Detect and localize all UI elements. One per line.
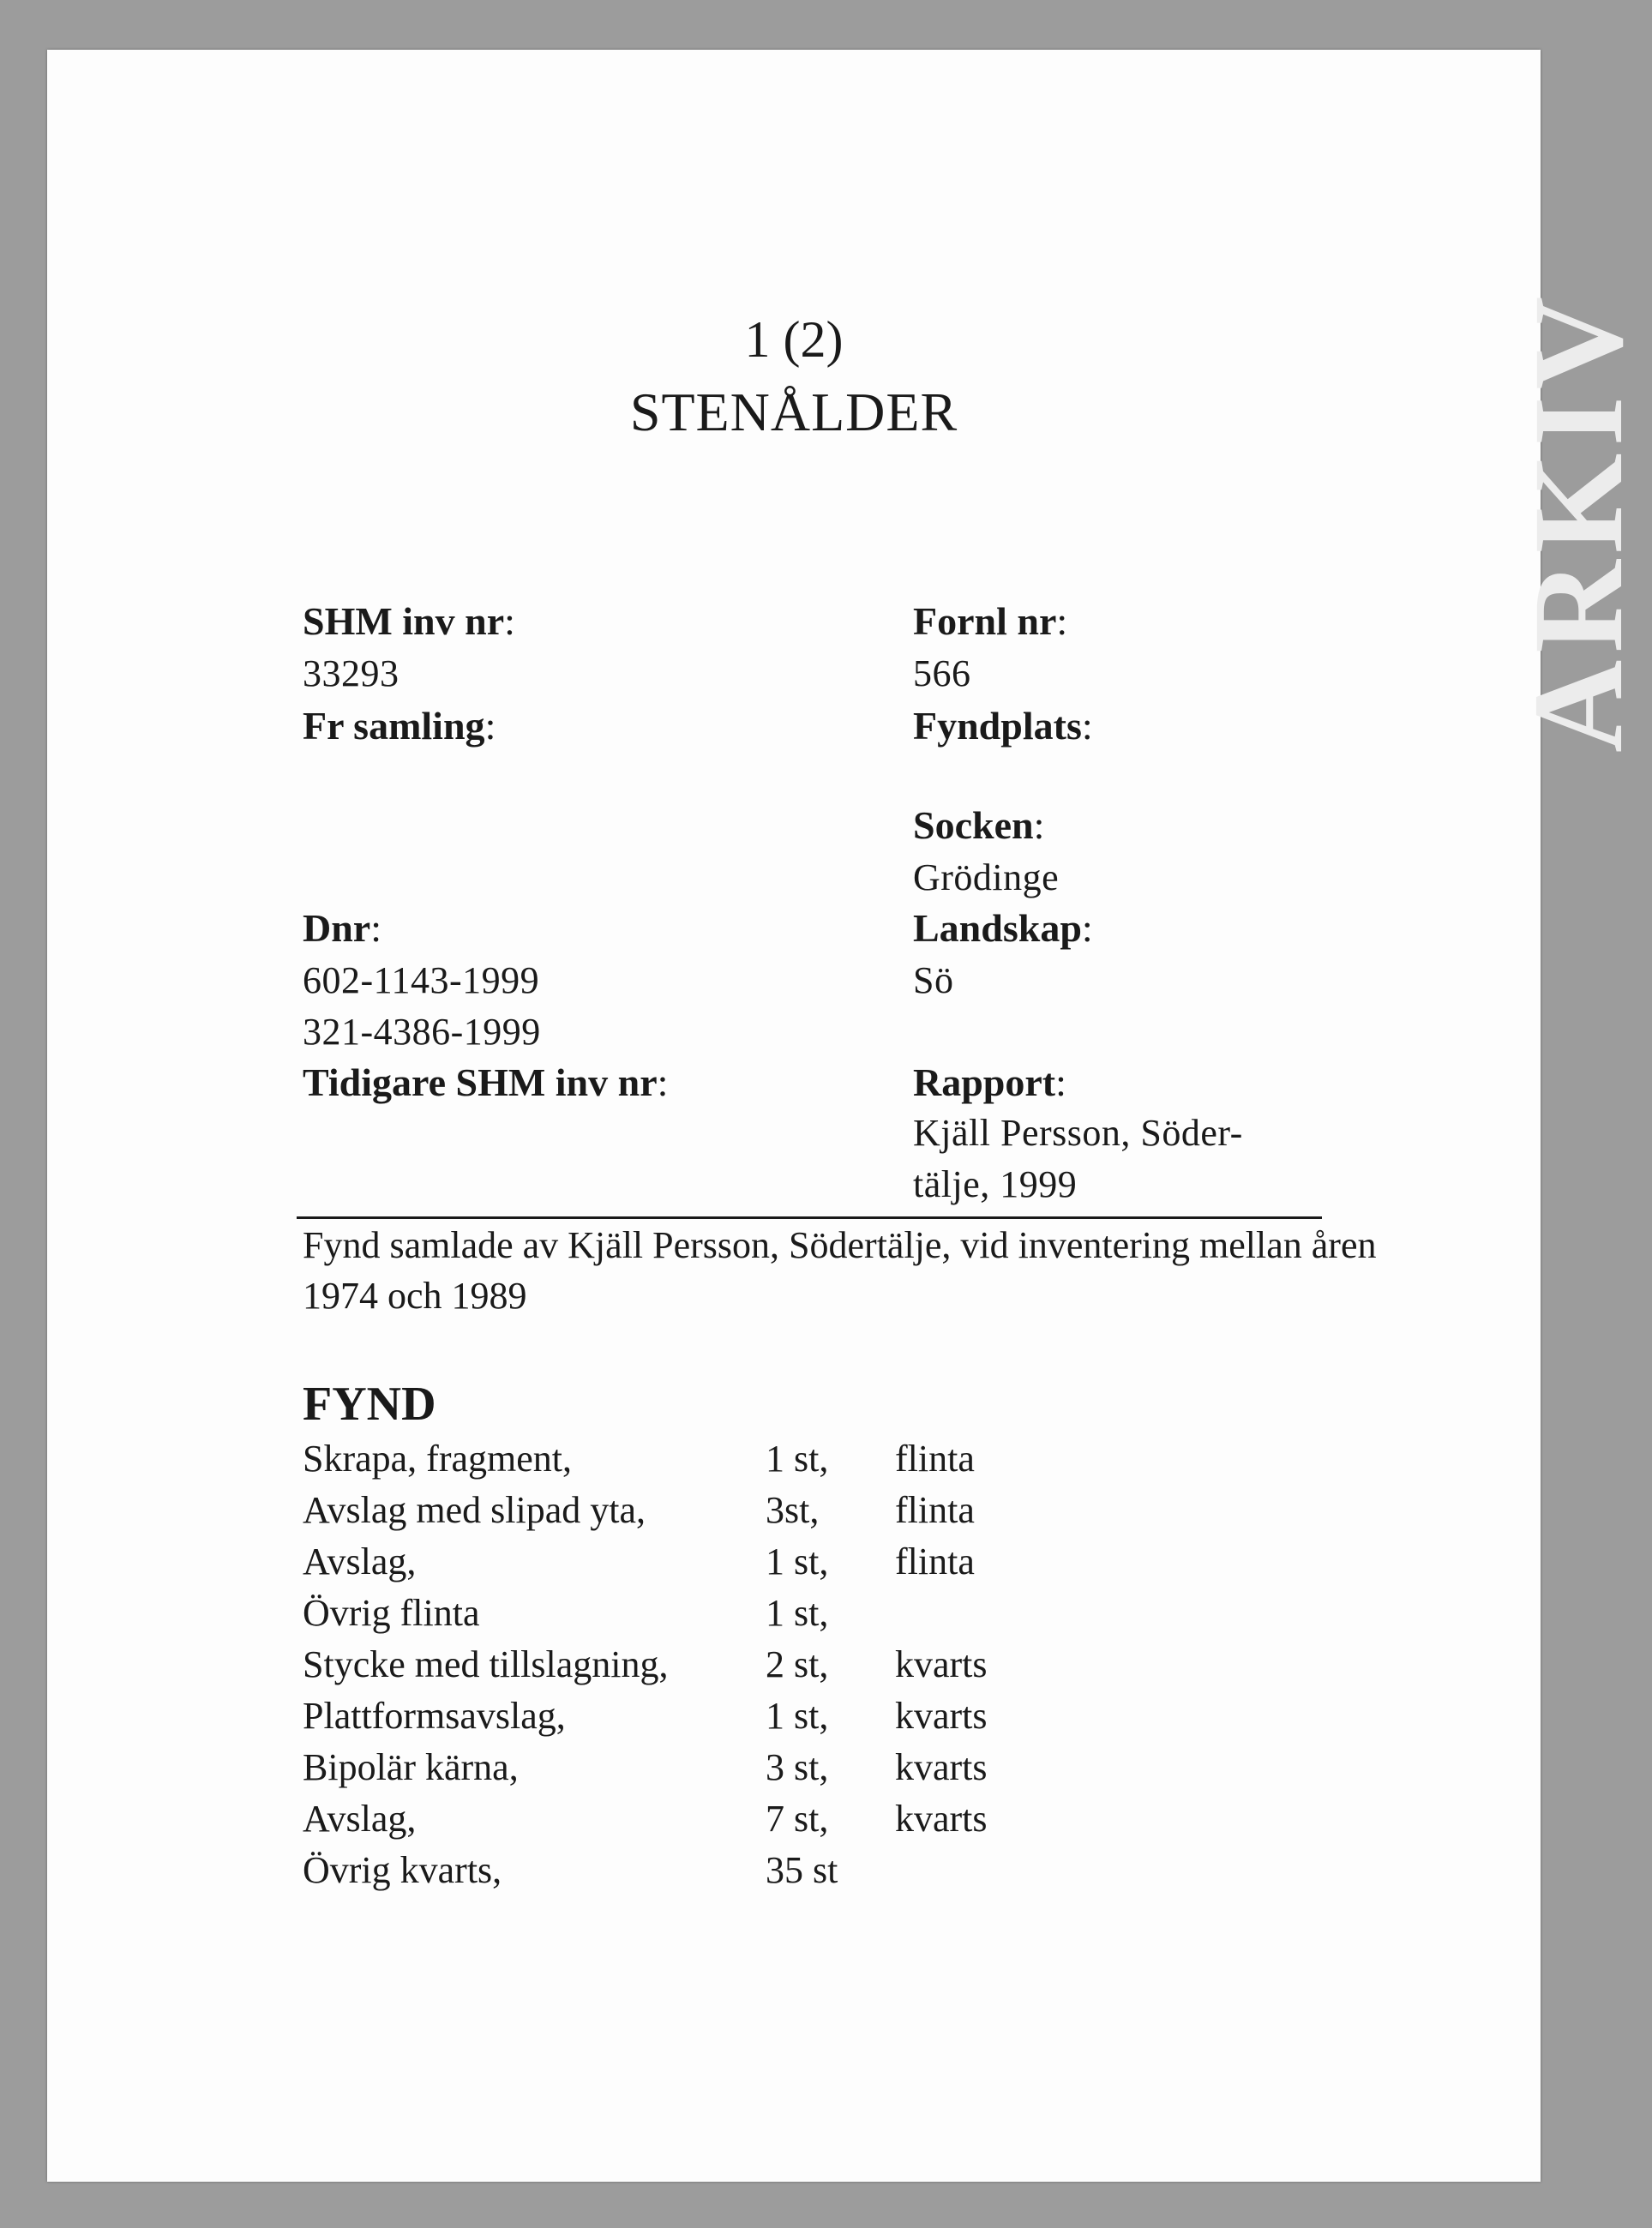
document-page bbox=[47, 50, 1649, 2182]
dnr-label: Dnr: bbox=[303, 906, 382, 950]
find-material: flinta bbox=[895, 1540, 975, 1582]
find-row bbox=[303, 1540, 1246, 1591]
shm-inv-label: SHM inv nr: bbox=[303, 599, 515, 643]
find-item: Övrig flinta bbox=[303, 1592, 480, 1634]
rapport-line-2: tälje, 1999 bbox=[913, 1163, 1078, 1205]
socken-label: Socken: bbox=[913, 803, 1045, 847]
find-count: 1 st, bbox=[766, 1438, 829, 1480]
find-count: 35 st bbox=[766, 1849, 838, 1891]
find-material: kvarts bbox=[895, 1695, 988, 1737]
find-item: Avslag, bbox=[303, 1540, 417, 1582]
find-row bbox=[303, 1797, 1246, 1848]
dnr-value-2: 321-4386-1999 bbox=[303, 1011, 541, 1053]
find-material: kvarts bbox=[895, 1798, 988, 1840]
summary-text: Fynd samlade av Kjäll Persson, Södertälje, vid inventering mellan åren 1974 och 1989 bbox=[303, 1224, 1377, 1317]
fornl-nr-value: 566 bbox=[913, 652, 971, 694]
page-title: STENÅLDER bbox=[629, 381, 958, 442]
find-count: 2 st, bbox=[766, 1643, 829, 1685]
find-count: 1 st, bbox=[766, 1540, 829, 1582]
find-item: Skrapa, fragment, bbox=[303, 1438, 572, 1480]
fynd-heading: FYND bbox=[303, 1378, 436, 1431]
fr-samling-label: Fr samling: bbox=[303, 704, 496, 748]
find-count: 1 st, bbox=[766, 1592, 829, 1634]
dnr-value-1: 602-1143-1999 bbox=[303, 959, 540, 1001]
find-row bbox=[303, 1591, 1246, 1642]
find-material: kvarts bbox=[895, 1643, 988, 1685]
landskap-label: Landskap: bbox=[913, 906, 1093, 950]
rapport-label: Rapport: bbox=[913, 1060, 1066, 1104]
find-item: Avslag, bbox=[303, 1798, 417, 1840]
find-material: kvarts bbox=[895, 1746, 988, 1788]
fyndplats-label: Fyndplats: bbox=[913, 704, 1093, 748]
find-item: Plattformsavslag, bbox=[303, 1695, 566, 1737]
find-row bbox=[303, 1848, 1246, 1900]
find-count: 3 st, bbox=[766, 1746, 829, 1788]
find-item: Bipolär kärna, bbox=[303, 1746, 519, 1788]
shm-inv-value: 33293 bbox=[303, 652, 399, 694]
find-count: 1 st, bbox=[766, 1695, 829, 1737]
find-row bbox=[303, 1488, 1246, 1540]
fornl-nr-label: Fornl nr: bbox=[913, 599, 1068, 643]
rapport-line-1: Kjäll Persson, Söder- bbox=[913, 1112, 1243, 1154]
socken-value: Grödinge bbox=[913, 856, 1060, 898]
find-row bbox=[303, 1642, 1246, 1694]
find-item: Avslag med slipad yta, bbox=[303, 1489, 646, 1531]
find-row bbox=[303, 1694, 1246, 1745]
find-row bbox=[303, 1437, 1246, 1488]
find-item: Övrig kvarts, bbox=[303, 1849, 502, 1891]
find-count: 3st, bbox=[766, 1489, 820, 1531]
divider-line bbox=[297, 1216, 1322, 1219]
tidigare-shm-inv-label: Tidigare SHM inv nr: bbox=[303, 1060, 669, 1104]
landskap-value: Sö bbox=[913, 959, 954, 1001]
find-count: 7 st, bbox=[766, 1798, 829, 1840]
find-item: Stycke med tillslagning, bbox=[303, 1643, 669, 1685]
bleed-through-text: ARKIV bbox=[1507, 289, 1649, 753]
find-material: flinta bbox=[895, 1438, 975, 1480]
find-row bbox=[303, 1745, 1246, 1797]
find-material: flinta bbox=[895, 1489, 975, 1531]
page-number: 1 (2) bbox=[744, 311, 844, 368]
